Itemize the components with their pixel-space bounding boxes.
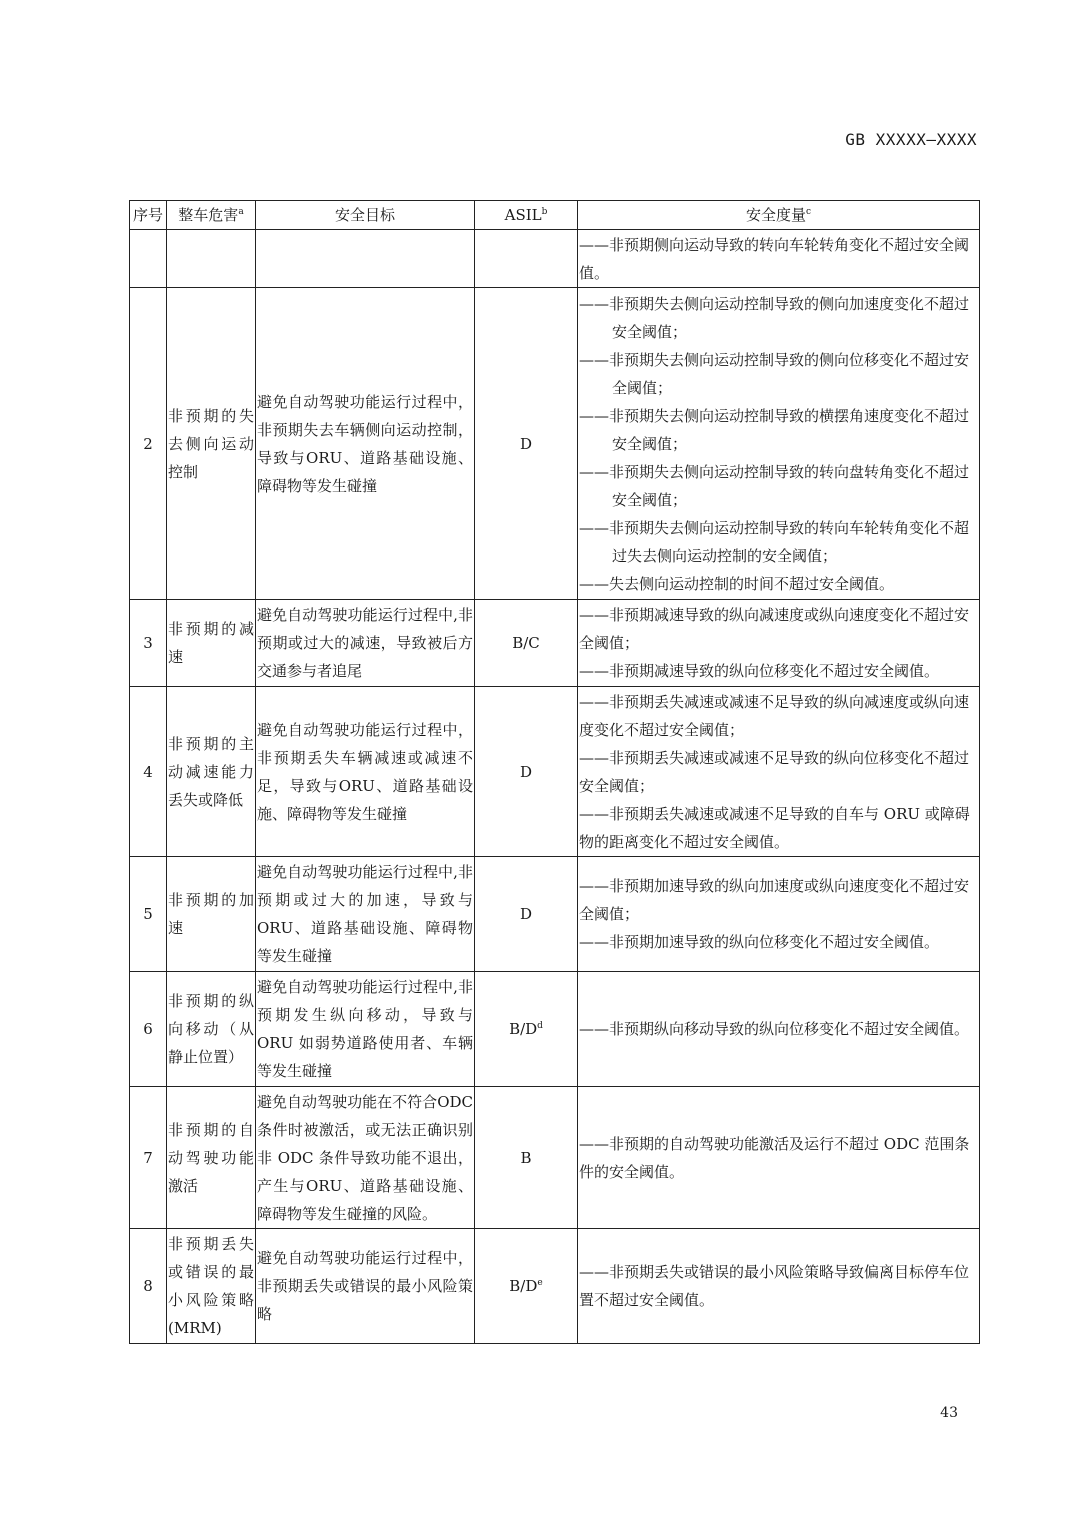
table-row [130,1087,980,1229]
column-header-measure: 安全度量$^c$ [578,201,980,230]
safety-measure-item: ——非预期减速导致的纵向减速度或纵向速度变化不超过安全阈值； [579,606,970,652]
table-row [130,972,980,1087]
safety-measure-cell [578,600,980,687]
asil-cell [475,230,578,288]
hazard-cell: 非预期的自动驾驶功能激活 [167,1087,256,1229]
table-row [130,687,980,857]
safety-goal-cell: 避免自动驾驶功能运行过程中，非预期失去车辆侧向运动控制，导致与ORU、道路基础设施、障碍物等发生碰撞 [256,288,475,600]
safety-measure-cell [578,288,980,600]
safety-measure-item: ——失去侧向运动控制的时间不超过安全阈值。 [579,574,895,593]
table-row [130,288,980,600]
row-number: 6 [130,972,167,1087]
safety-measure-item: ——非预期丢失减速或减速不足导致的纵向减速度或纵向速度变化不超过安全阈值； [579,692,970,739]
asil-cell [475,687,578,857]
safety-goals-table [129,200,980,1344]
hazard-cell: 非预期丢失或错误的最小风险策略(MRM) [167,1229,256,1344]
safety-goal-cell: 避免自动驾驶功能运行过程中，非预期丢失车辆减速或减速不足，导致与ORU、道路基础设施、障碍物等发生碰撞 [256,687,475,857]
hazard-cell: 非预期的加速 [167,857,256,972]
document-standard-number: GB XXXXX—XXXX [845,130,977,149]
asil-value: B [520,1148,532,1167]
safety-measure-item: ——非预期的自动驾驶功能激活及运行不超过 ODC 范围条件的安全阈值。 [579,1134,970,1181]
safety-measure-item: ——非预期失去侧向运动控制导致的侧向位移变化不超过安全阈值； [579,350,970,397]
footnote-mark-a: a [238,207,244,217]
safety-goal-cell: 避免自动驾驶功能运行过程中，非预期丢失或错误的最小风险策略 [256,1229,475,1344]
row-number: 4 [130,687,167,857]
table-header-row [130,201,980,230]
footnote-mark-b: b [541,207,548,217]
safety-goal-cell: 避免自动驾驶功能在不符合ODC条件时被激活，或无法正确识别非 ODC 条件导致功能不退出，产生与ORU、道路基础设施、障碍物等发生碰撞的风险。 [256,1087,475,1229]
safety-measure-item: ——非预期丢失减速或减速不足导致的纵向位移变化不超过安全阈值； [579,748,970,795]
safety-goal-cell: 避免自动驾驶功能运行过程中,非预期或过大的减速，导致被后方交通参与者追尾 [256,600,475,687]
safety-measure-cell [578,857,980,972]
safety-measure-item: ——非预期丢失减速或减速不足导致的自车与 ORU 或障碍物的距离变化不超过安全阈值。 [579,804,970,851]
safety-measure-cell [578,1229,980,1344]
safety-measure-cell [578,972,980,1087]
safety-goal-cell [256,230,475,288]
hazard-cell [167,230,256,288]
asil-cell [475,972,578,1087]
safety-measure-item: ——非预期失去侧向运动控制导致的侧向加速度变化不超过安全阈值； [579,294,970,341]
table-row [130,230,980,288]
asil-cell [475,288,578,600]
row-number: 2 [130,288,167,600]
column-header-no: 序号 [130,201,167,230]
safety-measure-item: ——非预期丢失或错误的最小风险策略导致偏离目标停车位置不超过安全阈值。 [579,1263,970,1309]
asil-value: B/C [512,634,540,652]
asil-value: B/D [509,1020,538,1038]
hazard-cell: 非预期的减速 [167,600,256,687]
safety-measure-item: ——非预期失去侧向运动控制导致的转向车轮转角变化不超过失去侧向运动控制的安全阈值； [579,518,970,565]
hazard-cell: 非预期的主动减速能力丢失或降低 [167,687,256,857]
safety-measure-item: ——非预期减速导致的纵向位移变化不超过安全阈值。 [579,662,940,680]
row-number: 8 [130,1229,167,1344]
table-row [130,600,980,687]
safety-measure-cell [578,1087,980,1229]
column-header-asil: ASIL$^b$ [475,201,578,230]
asil-footnote-mark: e [537,1278,543,1288]
safety-measure-item: ——非预期加速导致的纵向位移变化不超过安全阈值。 [579,933,940,951]
column-header-goal: 安全目标 [256,201,475,230]
table-row [130,1229,980,1344]
asil-cell [475,1087,578,1229]
asil-footnote-mark: d [537,1021,543,1031]
table-row [130,857,980,972]
footnote-mark-c: c [805,207,812,217]
page-number: 43 [940,1405,958,1421]
safety-measure-cell [578,687,980,857]
row-number: 3 [130,600,167,687]
safety-measure-item: ——非预期侧向运动导致的转向车轮转角变化不超过安全阈值。 [579,235,970,282]
safety-measure-item: ——非预期加速导致的纵向加速度或纵向速度变化不超过安全阈值； [579,877,970,923]
safety-measure-item: ——非预期失去侧向运动控制导致的横摆角速度变化不超过安全阈值； [579,406,970,453]
asil-value: D [519,434,533,453]
asil-cell [475,857,578,972]
asil-value: D [519,905,533,923]
row-number [130,230,167,288]
column-header-hazard: 整车危害$^a$ [167,201,256,230]
asil-cell [475,600,578,687]
hazard-cell: 非预期的失去侧向运动控制 [167,288,256,600]
asil-value: D [519,762,533,781]
asil-cell [475,1229,578,1344]
safety-measure-cell [578,230,980,288]
asil-value: B/D [509,1277,538,1295]
safety-goal-cell: 避免自动驾驶功能运行过程中,非预期或过大的加速，导致与ORU、道路基础设施、障碍物等发生碰撞 [256,857,475,972]
safety-measure-item: ——非预期纵向移动导致的纵向位移变化不超过安全阈值。 [579,1020,970,1038]
safety-measure-item: ——非预期失去侧向运动控制导致的转向盘转角变化不超过安全阈值； [579,462,970,509]
safety-goal-cell: 避免自动驾驶功能运行过程中,非预期发生纵向移动，导致与 ORU 如弱势道路使用者、车辆等发生碰撞 [256,972,475,1087]
hazard-cell: 非预期的纵向移动（从静止位置） [167,972,256,1087]
row-number: 7 [130,1087,167,1229]
table-body [130,230,980,1344]
row-number: 5 [130,857,167,972]
